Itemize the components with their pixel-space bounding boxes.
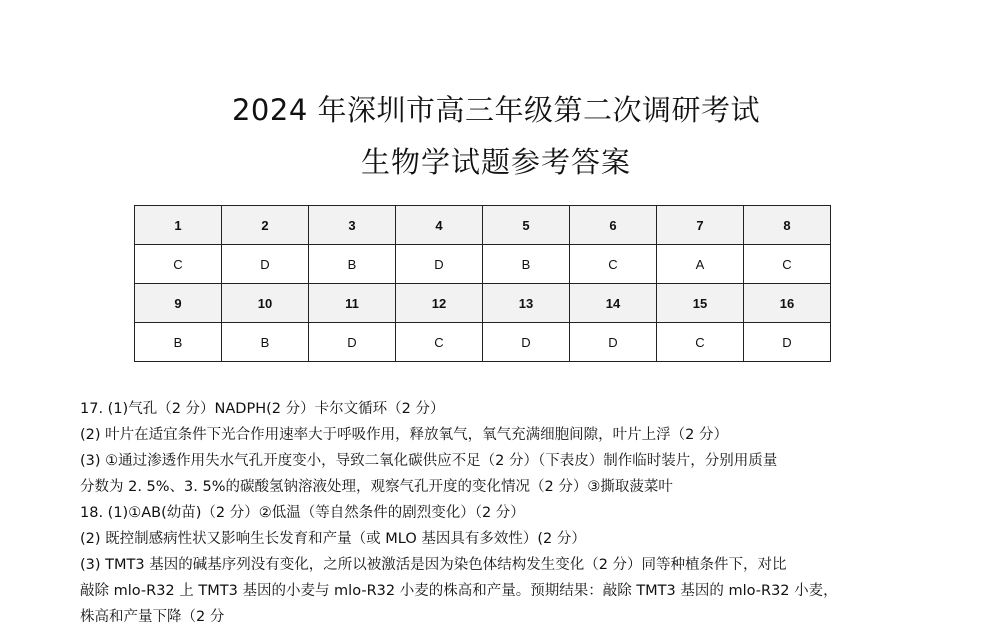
answer-cell: B bbox=[135, 323, 222, 362]
question-number-cell: 2 bbox=[222, 206, 309, 245]
answer-cell: D bbox=[483, 323, 570, 362]
question-number-cell: 6 bbox=[570, 206, 657, 245]
answer-cell: D bbox=[396, 245, 483, 284]
answer-cell: C bbox=[135, 245, 222, 284]
question-number-cell: 13 bbox=[483, 284, 570, 323]
answer-cell: D bbox=[570, 323, 657, 362]
question-number-cell: 12 bbox=[396, 284, 483, 323]
answer-cell: B bbox=[309, 245, 396, 284]
question-number-cell: 10 bbox=[222, 284, 309, 323]
answer-line: 株高和产量下降（2 分 bbox=[80, 609, 225, 625]
question-number-cell: 11 bbox=[309, 284, 396, 323]
question-number-cell: 1 bbox=[135, 206, 222, 245]
answer-table bbox=[134, 205, 831, 362]
answer-cell: B bbox=[483, 245, 570, 284]
question-number-cell: 14 bbox=[570, 284, 657, 323]
answer-cell: C bbox=[744, 245, 831, 284]
answer-cell: A bbox=[657, 245, 744, 284]
answer-line: 18. (1)①AB(幼苗)（2 分）②低温（等自然条件的剧烈变化）（2 分） bbox=[80, 505, 525, 521]
question-number-cell: 16 bbox=[744, 284, 831, 323]
question-number-cell: 15 bbox=[657, 284, 744, 323]
answer-row bbox=[135, 245, 831, 284]
answer-cell: C bbox=[657, 323, 744, 362]
question-number-cell: 9 bbox=[135, 284, 222, 323]
question-number-cell: 8 bbox=[744, 206, 831, 245]
page-title: 2024 年深圳市高三年级第二次调研考试 bbox=[231, 93, 761, 127]
answer-cell: C bbox=[570, 245, 657, 284]
question-number-cell: 7 bbox=[657, 206, 744, 245]
answer-cell: D bbox=[744, 323, 831, 362]
answer-cell: D bbox=[309, 323, 396, 362]
answer-line: 分数为 2. 5%、3. 5%的碳酸氢钠溶液处理，观察气孔开度的变化情况（2 分）③撕取菠菜叶 bbox=[80, 479, 673, 495]
answer-line: 17. (1)气孔（2 分）NADPH(2 分）卡尔文循环（2 分） bbox=[80, 401, 445, 417]
answer-text bbox=[80, 396, 920, 630]
answer-cell: D bbox=[222, 245, 309, 284]
answer-line: 敲除 mlo-R32 上 TMT3 基因的小麦与 mlo-R32 小麦的株高和产量。预期结果：敲除 TMT3 基因的 mlo-R32 小麦， bbox=[80, 583, 838, 599]
answer-cell: C bbox=[396, 323, 483, 362]
question-number-cell: 4 bbox=[396, 206, 483, 245]
answer-cell: B bbox=[222, 323, 309, 362]
answer-row bbox=[135, 323, 831, 362]
question-number-row bbox=[135, 206, 831, 245]
answer-line: (3) ①通过渗透作用失水气孔开度变小，导致二氧化碳供应不足（2 分）（下表皮）制作临时装片，分别用质量 bbox=[80, 453, 778, 469]
answer-line: (3) TMT3 基因的碱基序列没有变化，之所以被激活是因为染色体结构发生变化（2 分）同等种植条件下，对比 bbox=[80, 557, 787, 573]
question-number-cell: 5 bbox=[483, 206, 570, 245]
page-subtitle: 生物学试题参考答案 bbox=[360, 145, 631, 179]
question-number-row bbox=[135, 284, 831, 323]
answer-line: (2) 既控制感病性状又影响生长发育和产量（或 MLO 基因具有多效性）(2 分） bbox=[80, 531, 586, 547]
answer-line: (2) 叶片在适宜条件下光合作用速率大于呼吸作用，释放氧气，氧气充满细胞间隙，叶片上浮（2 分） bbox=[80, 427, 728, 443]
question-number-cell: 3 bbox=[309, 206, 396, 245]
